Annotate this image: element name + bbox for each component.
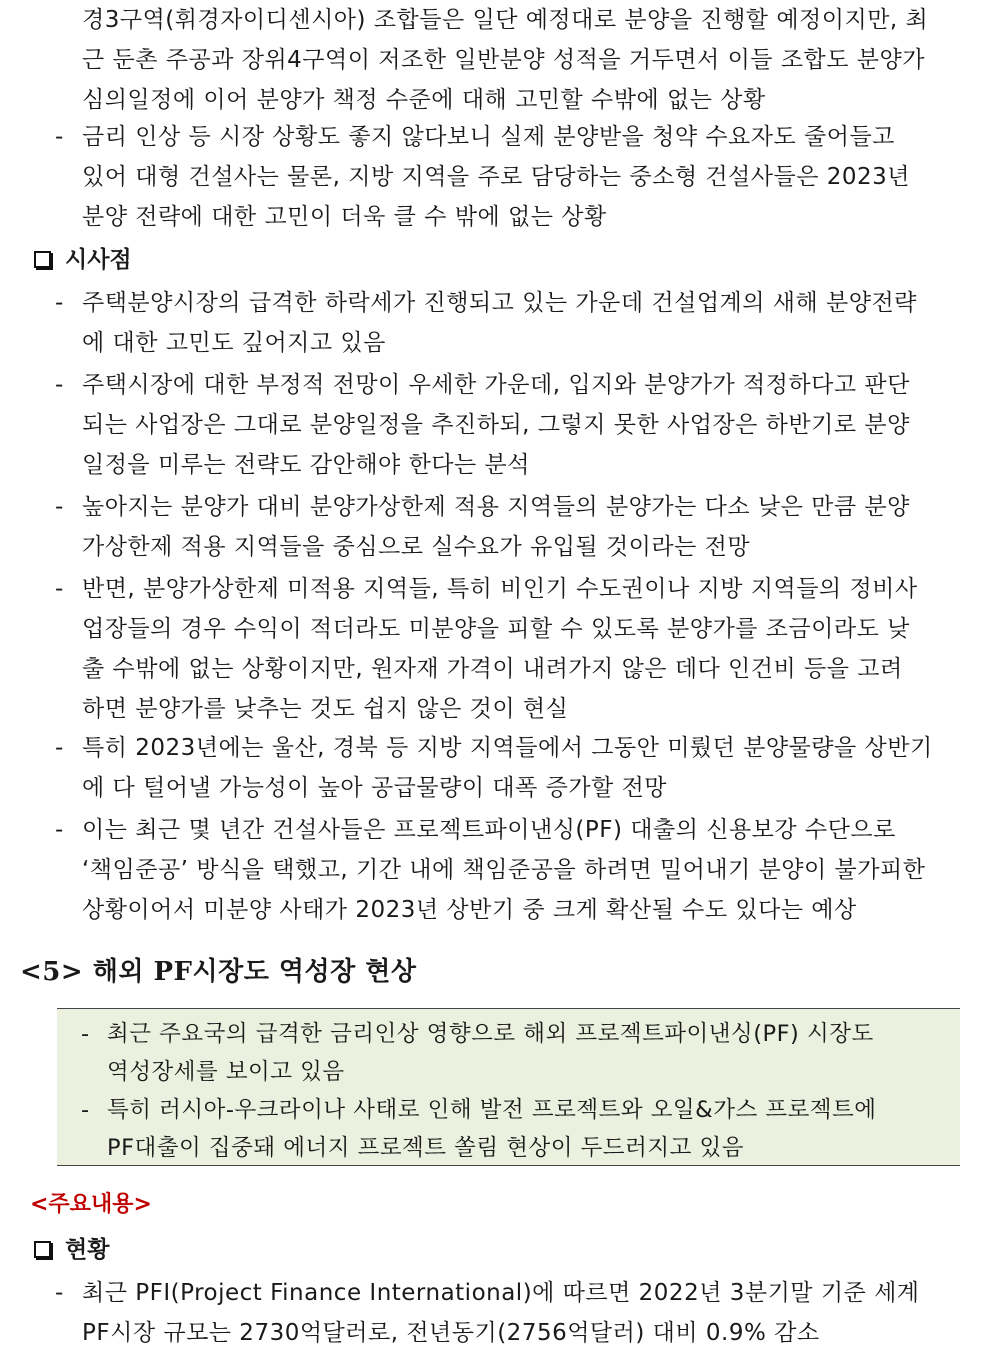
status-heading bbox=[34, 1230, 109, 1270]
text-line: 일정을 미루는 전략도 감안해야 한다는 분석 bbox=[82, 452, 530, 478]
text-line: 경3구역(휘경자이디센시아) 조합들은 일단 예정대로 분양을 진행할 예정이지만, 최 bbox=[82, 7, 929, 33]
bullet-dash: - bbox=[81, 1097, 90, 1123]
text-line: 금리 인상 등 시장 상황도 좋지 않다보니 실제 분양받을 청약 수요자도 줄어들고 bbox=[82, 124, 895, 150]
bullet-dash: - bbox=[55, 124, 64, 150]
text-line: 되는 사업장은 그대로 분양일정을 추진하되, 그렇지 못한 사업장은 하반기로 분양 bbox=[82, 412, 910, 438]
bullet-dash: - bbox=[55, 735, 64, 761]
text-line: PF시장 규모는 2730억달러로, 전년동기(2756억달러) 대비 0.9% 감소 bbox=[82, 1320, 820, 1346]
bullet-dash: - bbox=[55, 494, 64, 520]
bullet-dash: - bbox=[55, 576, 64, 602]
text-line: 반면, 분양가상한제 미적용 지역들, 특히 비인기 수도권이나 지방 지역들의 정비사 bbox=[82, 576, 918, 602]
summary-box bbox=[57, 1008, 960, 1166]
text-line: 주택시장에 대한 부정적 전망이 우세한 가운데, 입지와 분양가가 적정하다고 판단 bbox=[82, 372, 910, 398]
heading-label: 현황 bbox=[65, 1237, 110, 1263]
bullet-dash: - bbox=[55, 817, 64, 843]
checkbox-square-icon bbox=[34, 1241, 51, 1258]
text-line: 하면 분양가를 낮추는 것도 쉽지 않은 것이 현실 bbox=[82, 696, 569, 722]
bullet-dash: - bbox=[55, 1280, 64, 1306]
text-line: 이는 최근 몇 년간 건설사들은 프로젝트파이낸싱(PF) 대출의 신용보강 수단으로 bbox=[82, 817, 896, 843]
text-line: 분양 전략에 대한 고민이 더욱 클 수 밖에 없는 상황 bbox=[82, 204, 607, 230]
text-line: 주택분양시장의 급격한 하락세가 진행되고 있는 가운데 건설업계의 새해 분양전략 bbox=[82, 290, 917, 316]
text-line: 최근 PFI(Project Finance International)에 따르면 2022년 3분기말 기준 세계 bbox=[82, 1280, 920, 1306]
text-line: 근 둔촌 주공과 장위4구역이 저조한 일반분양 성적을 거두면서 이들 조합도 분양가 bbox=[82, 47, 925, 73]
text-line: ‘책임준공’ 방식을 택했고, 기간 내에 책임준공을 하려면 밀어내기 분양이 불가피한 bbox=[82, 857, 926, 883]
checkbox-square-icon bbox=[34, 251, 51, 268]
text-line: 최근 주요국의 급격한 금리인상 영향으로 해외 프로젝트파이낸싱(PF) 시장도 bbox=[107, 1021, 874, 1047]
text-line: 높아지는 분양가 대비 분양가상한제 적용 지역들의 분양가는 다소 낮은 만큼 분양 bbox=[82, 494, 910, 520]
text-line: 출 수밖에 없는 상황이지만, 원자재 가격이 내려가지 않은 데다 인건비 등을 고려 bbox=[82, 656, 903, 682]
heading-label: 시사점 bbox=[65, 247, 132, 273]
main-content-label: <주요내용> bbox=[30, 1192, 152, 1217]
text-line: PF대출이 집중돼 에너지 프로젝트 쏠림 현상이 두드러지고 있음 bbox=[107, 1135, 744, 1161]
implications-heading bbox=[34, 240, 132, 280]
bullet-dash: - bbox=[55, 372, 64, 398]
text-line: 상황이어서 미분양 사태가 2023년 상반기 중 크게 확산될 수도 있다는 예상 bbox=[82, 897, 857, 923]
bullet-dash: - bbox=[81, 1021, 90, 1047]
text-line: 특히 러시아-우크라이나 사태로 인해 발전 프로젝트와 오일&가스 프로젝트에 bbox=[107, 1097, 877, 1123]
text-line: 심의일정에 이어 분양가 책정 수준에 대해 고민할 수밖에 없는 상황 bbox=[82, 87, 766, 113]
text-line: 특히 2023년에는 울산, 경북 등 지방 지역들에서 그동안 미뤘던 분양물량을 상반기 bbox=[82, 735, 933, 761]
text-line: 에 대한 고민도 깊어지고 있음 bbox=[82, 330, 386, 356]
text-line: 에 다 털어낼 가능성이 높아 공급물량이 대폭 증가할 전망 bbox=[82, 775, 668, 801]
text-line: 역성장세를 보이고 있음 bbox=[107, 1059, 345, 1085]
section-title: <5> 해외 PF시장도 역성장 현상 bbox=[20, 957, 417, 987]
text-line: 업장들의 경우 수익이 적더라도 미분양을 피할 수 있도록 분양가를 조금이라도 낮 bbox=[82, 616, 910, 642]
text-line: 있어 대형 건설사는 물론, 지방 지역을 주로 담당하는 중소형 건설사들은 2023년 bbox=[82, 164, 910, 190]
bullet-dash: - bbox=[55, 290, 64, 316]
text-line: 가상한제 적용 지역들을 중심으로 실수요가 유입될 것이라는 전망 bbox=[82, 534, 751, 560]
